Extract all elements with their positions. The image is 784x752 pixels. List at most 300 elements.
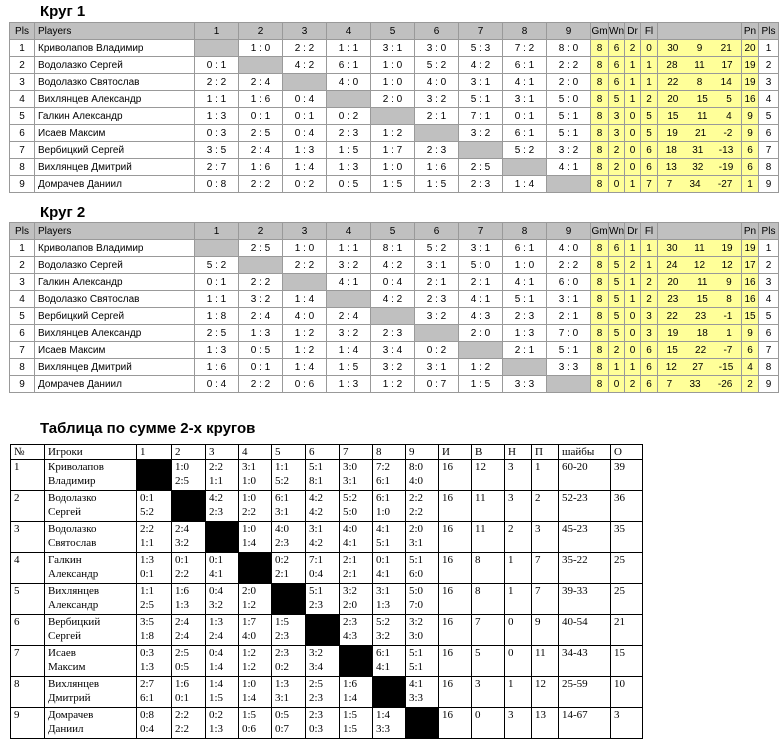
score-round2: 2:3 xyxy=(275,537,290,549)
score-round2: 1:0 xyxy=(376,506,391,518)
goals-cell xyxy=(658,57,742,74)
summary-header-8: 7 xyxy=(340,445,373,460)
self-cell xyxy=(195,40,239,57)
score-round1: 1:0 xyxy=(242,678,257,690)
place-cell: 7 xyxy=(10,142,35,159)
goals-cell xyxy=(658,108,742,125)
score-round2: 5:1 xyxy=(409,661,424,673)
summary-score-cell xyxy=(406,677,439,708)
score-round1: 6:1 xyxy=(275,492,290,504)
score-cell: 0 : 2 xyxy=(327,108,371,125)
losses-cell: 0 xyxy=(641,40,658,57)
place-right-cell: 9 xyxy=(759,176,779,193)
score-round2: 4:0 xyxy=(242,630,257,642)
games-cell: 8 xyxy=(591,376,609,393)
score-cell: 3 : 1 xyxy=(371,40,415,57)
score-round1: 4:0 xyxy=(275,523,290,535)
score-round1: 7:1 xyxy=(309,554,324,566)
score-round1: 2:5 xyxy=(309,678,324,690)
summary-score-cell xyxy=(373,615,406,646)
summary-header-3: 2 xyxy=(172,445,206,460)
score-round2: 0:1 xyxy=(175,692,190,704)
points-cell: 15 xyxy=(742,308,759,325)
summary-score-cell xyxy=(406,646,439,677)
score-cell: 4 : 2 xyxy=(283,57,327,74)
table-row xyxy=(10,376,779,393)
place-right-cell: 2 xyxy=(759,57,779,74)
goals-stats xyxy=(658,377,741,392)
summary-score-cell xyxy=(172,553,206,584)
summary-score-cell xyxy=(239,708,272,739)
goals-cell xyxy=(658,240,742,257)
goals-cell xyxy=(658,376,742,393)
summary-header-16: О xyxy=(611,445,643,460)
score-round1: 0:3 xyxy=(140,647,155,659)
header-col-7: 7 xyxy=(459,223,503,240)
score-cell: 3 : 2 xyxy=(415,308,459,325)
goals-cell xyxy=(658,291,742,308)
goal-diff: -13 xyxy=(718,144,734,156)
draws-cell: 0 xyxy=(625,342,641,359)
score-round1: 2:7 xyxy=(140,678,155,690)
player-second-line: Святослав xyxy=(48,537,97,549)
header-pls-right: Pls xyxy=(759,23,779,40)
table-row xyxy=(10,325,779,342)
table-row xyxy=(10,142,779,159)
goals-cell xyxy=(658,325,742,342)
score-cell: 1 : 0 xyxy=(371,57,415,74)
place-cell: 5 xyxy=(10,108,35,125)
summary-header-9: 8 xyxy=(373,445,406,460)
score-round1: 5:1 xyxy=(309,585,324,597)
score-cell: 3 : 0 xyxy=(415,40,459,57)
header-col-3: 3 xyxy=(283,23,327,40)
score-round2: 0:1 xyxy=(140,568,155,580)
summary-place: 4 xyxy=(11,553,45,584)
summary-losses: 1 xyxy=(532,460,559,491)
goal-diff: -19 xyxy=(718,161,734,173)
player-first-line: Вихлянцев xyxy=(48,585,100,597)
summary-points: 10 xyxy=(611,677,643,708)
score-round2: 6:1 xyxy=(376,475,391,487)
score-round1: 0:5 xyxy=(275,709,290,721)
summary-place: 8 xyxy=(11,677,45,708)
player-name: Вихлянцев Александр xyxy=(35,91,195,108)
score-round2: 2:4 xyxy=(209,630,224,642)
score-round1: 3:0 xyxy=(343,461,358,473)
summary-player xyxy=(45,677,137,708)
summary-place: 7 xyxy=(11,646,45,677)
summary-row xyxy=(11,584,643,615)
points-cell: 20 xyxy=(742,40,759,57)
score-round1: 0:2 xyxy=(209,709,224,721)
goals-against: 11 xyxy=(694,242,705,254)
summary-wins: 5 xyxy=(472,646,505,677)
score-cell: 5 : 1 xyxy=(459,91,503,108)
self-cell xyxy=(547,176,591,193)
summary-title: Таблица по сумме 2-х кругов xyxy=(40,420,256,437)
table-row xyxy=(10,91,779,108)
score-round1: 1:5 xyxy=(242,709,257,721)
summary-score-cell xyxy=(272,491,306,522)
summary-header-4: 3 xyxy=(206,445,239,460)
summary-header-5: 4 xyxy=(239,445,272,460)
player-name: Исаев Максим xyxy=(35,125,195,142)
header-col-5: 5 xyxy=(371,223,415,240)
header-players: Players xyxy=(35,223,195,240)
score-round2: 3:3 xyxy=(409,692,424,704)
table-row xyxy=(10,291,779,308)
points-cell: 6 xyxy=(742,142,759,159)
player-first-line: Водолазко xyxy=(48,492,97,504)
place-cell: 1 xyxy=(10,40,35,57)
place-cell: 8 xyxy=(10,159,35,176)
player-name: Вихлянцев Александр xyxy=(35,325,195,342)
summary-place: 3 xyxy=(11,522,45,553)
points-cell: 19 xyxy=(742,240,759,257)
draws-cell: 0 xyxy=(625,308,641,325)
player-name: Водолазко Сергей xyxy=(35,257,195,274)
score-round2: 1:1 xyxy=(140,537,155,549)
goals-stats xyxy=(658,177,741,192)
summary-place: 6 xyxy=(11,615,45,646)
goal-diff: 21 xyxy=(720,42,732,54)
score-round2: 2:3 xyxy=(309,692,324,704)
summary-place: 9 xyxy=(11,708,45,739)
losses-cell: 1 xyxy=(641,74,658,91)
summary-score-cell xyxy=(306,553,340,584)
score-round1: 2:2 xyxy=(409,492,424,504)
score-round1: 2:3 xyxy=(309,709,324,721)
score-round1: 7:2 xyxy=(376,461,391,473)
score-round2: 2:3 xyxy=(209,506,224,518)
score-cell: 5 : 1 xyxy=(547,108,591,125)
place-right-cell: 7 xyxy=(759,142,779,159)
header-col-6: 6 xyxy=(415,23,459,40)
summary-score-cell xyxy=(172,584,206,615)
games-cell: 8 xyxy=(591,57,609,74)
score-cell: 3 : 2 xyxy=(415,91,459,108)
score-cell: 2 : 3 xyxy=(327,125,371,142)
goals-for: 30 xyxy=(666,242,678,254)
goals-cell xyxy=(658,274,742,291)
self-cell xyxy=(503,359,547,376)
summary-score-cell xyxy=(340,584,373,615)
player-name: Водолазко Святослав xyxy=(35,74,195,91)
score-cell: 2 : 2 xyxy=(239,274,283,291)
score-round2: 2:2 xyxy=(409,506,424,518)
score-cell: 2 : 2 xyxy=(283,40,327,57)
summary-draws: 3 xyxy=(505,491,532,522)
goals-for: 28 xyxy=(666,59,678,71)
table-row xyxy=(10,257,779,274)
summary-score-cell xyxy=(172,522,206,553)
self-cell xyxy=(371,308,415,325)
losses-cell: 3 xyxy=(641,308,658,325)
score-cell: 3 : 3 xyxy=(503,376,547,393)
goals-against: 21 xyxy=(695,127,707,139)
goals-cell xyxy=(658,308,742,325)
score-cell: 2 : 2 xyxy=(239,376,283,393)
score-round1: 1:6 xyxy=(175,585,190,597)
summary-games: 16 xyxy=(439,522,472,553)
header-col-4: 4 xyxy=(327,23,371,40)
summary-score-cell xyxy=(172,646,206,677)
score-round1: 0:1 xyxy=(376,554,391,566)
score-round1: 5:2 xyxy=(343,492,358,504)
draws-cell: 1 xyxy=(625,240,641,257)
games-cell: 8 xyxy=(591,125,609,142)
score-round1: 2:3 xyxy=(275,647,290,659)
score-cell: 1 : 2 xyxy=(283,342,327,359)
score-round1: 4:0 xyxy=(343,523,358,535)
score-cell: 7 : 0 xyxy=(547,325,591,342)
summary-row xyxy=(11,646,643,677)
score-cell: 1 : 5 xyxy=(327,142,371,159)
score-round2: 1:1 xyxy=(209,475,224,487)
summary-row xyxy=(11,491,643,522)
header-wn: Wn xyxy=(609,23,625,40)
summary-games: 16 xyxy=(439,646,472,677)
score-round2: 3:2 xyxy=(209,599,224,611)
score-cell: 2 : 4 xyxy=(239,308,283,325)
score-cell: 2 : 1 xyxy=(503,342,547,359)
score-cell: 7 : 1 xyxy=(459,108,503,125)
header-goals xyxy=(658,223,742,240)
round2-title: Круг 2 xyxy=(40,204,86,221)
summary-player xyxy=(45,553,137,584)
summary-losses: 9 xyxy=(532,615,559,646)
wins-cell: 5 xyxy=(609,91,625,108)
score-round1: 1:4 xyxy=(209,678,224,690)
score-cell: 0 : 1 xyxy=(503,108,547,125)
games-cell: 8 xyxy=(591,257,609,274)
draws-cell: 2 xyxy=(625,257,641,274)
score-round2: 0:7 xyxy=(275,723,290,735)
draws-cell: 0 xyxy=(625,159,641,176)
summary-score-cell xyxy=(137,677,172,708)
score-round2: 3:2 xyxy=(376,630,391,642)
score-round2: 4:1 xyxy=(376,568,391,580)
summary-score-cell xyxy=(406,615,439,646)
summary-score-cell xyxy=(137,615,172,646)
score-cell: 2 : 2 xyxy=(547,57,591,74)
score-cell: 4 : 1 xyxy=(503,274,547,291)
summary-score-cell xyxy=(340,522,373,553)
score-round1: 2:2 xyxy=(140,523,155,535)
score-cell: 1 : 5 xyxy=(415,176,459,193)
summary-goals: 45-23 xyxy=(559,522,611,553)
summary-score-cell xyxy=(306,491,340,522)
draws-cell: 1 xyxy=(625,57,641,74)
summary-points: 35 xyxy=(611,522,643,553)
score-round1: 5:0 xyxy=(409,585,424,597)
goals-for: 30 xyxy=(667,42,679,54)
place-cell: 6 xyxy=(10,125,35,142)
summary-goals: 35-22 xyxy=(559,553,611,584)
score-round2: 3:1 xyxy=(409,537,424,549)
score-cell: 3 : 1 xyxy=(415,257,459,274)
player-second-line: Даниил xyxy=(48,723,84,735)
score-cell: 2 : 3 xyxy=(459,176,503,193)
score-round1: 1:4 xyxy=(376,709,391,721)
score-cell: 2 : 2 xyxy=(547,257,591,274)
score-cell: 1 : 6 xyxy=(195,359,239,376)
summary-goals: 52-23 xyxy=(559,491,611,522)
player-name: Водолазко Святослав xyxy=(35,291,195,308)
score-round1: 1:1 xyxy=(275,461,290,473)
score-cell: 1 : 0 xyxy=(371,74,415,91)
player-first-line: Вихлянцев xyxy=(48,678,100,690)
header-row xyxy=(10,23,779,40)
player-first-line: Исаев xyxy=(48,647,76,659)
header-col-8: 8 xyxy=(503,23,547,40)
score-cell: 5 : 0 xyxy=(459,257,503,274)
header-pls: Pls xyxy=(10,23,35,40)
score-round1: 1:6 xyxy=(175,678,190,690)
goal-diff: -2 xyxy=(723,127,733,139)
score-cell: 1 : 6 xyxy=(239,159,283,176)
losses-cell: 6 xyxy=(641,359,658,376)
goals-for: 22 xyxy=(666,310,678,322)
score-cell: 2 : 4 xyxy=(239,74,283,91)
summary-table xyxy=(10,444,643,739)
score-round1: 1:1 xyxy=(140,585,155,597)
score-cell: 1 : 7 xyxy=(371,142,415,159)
self-cell xyxy=(415,325,459,342)
goal-diff: -7 xyxy=(723,344,733,356)
score-round2: 5:0 xyxy=(343,506,358,518)
score-cell: 3 : 1 xyxy=(503,91,547,108)
losses-cell: 2 xyxy=(641,91,658,108)
header-col-5: 5 xyxy=(371,23,415,40)
summary-points: 25 xyxy=(611,553,643,584)
points-cell: 16 xyxy=(742,91,759,108)
score-cell: 4 : 1 xyxy=(547,159,591,176)
goals-for: 7 xyxy=(666,378,673,390)
score-round1: 2:5 xyxy=(175,647,190,659)
header-col-9: 9 xyxy=(547,23,591,40)
summary-goals: 60-20 xyxy=(559,460,611,491)
goals-for: 13 xyxy=(665,161,677,173)
summary-header-10: 9 xyxy=(406,445,439,460)
wins-cell: 2 xyxy=(609,342,625,359)
summary-score-cell xyxy=(206,460,239,491)
summary-row xyxy=(11,553,643,584)
games-cell: 8 xyxy=(591,176,609,193)
self-cell xyxy=(239,257,283,274)
place-cell: 7 xyxy=(10,342,35,359)
summary-goals: 34-43 xyxy=(559,646,611,677)
header-row xyxy=(10,223,779,240)
score-round1: 5:2 xyxy=(376,616,391,628)
summary-header-12: В xyxy=(472,445,505,460)
summary-score-cell xyxy=(239,677,272,708)
wins-cell: 1 xyxy=(609,359,625,376)
score-cell: 1 : 6 xyxy=(415,159,459,176)
summary-player xyxy=(45,522,137,553)
points-cell: 6 xyxy=(742,342,759,359)
place-right-cell: 5 xyxy=(759,308,779,325)
games-cell: 8 xyxy=(591,142,609,159)
score-cell: 2 : 1 xyxy=(415,108,459,125)
goals-for: 19 xyxy=(667,327,679,339)
draws-cell: 1 xyxy=(625,291,641,308)
score-cell: 0 : 1 xyxy=(239,108,283,125)
score-round2: 3:4 xyxy=(309,661,324,673)
goals-cell xyxy=(658,40,742,57)
summary-wins: 8 xyxy=(472,553,505,584)
draws-cell: 2 xyxy=(625,376,641,393)
score-cell: 0 : 5 xyxy=(239,342,283,359)
table-row xyxy=(10,108,779,125)
header-col-6: 6 xyxy=(415,223,459,240)
goals-cell xyxy=(658,142,742,159)
player-name: Домрачев Даниил xyxy=(35,176,195,193)
header-col-1: 1 xyxy=(195,223,239,240)
summary-goals: 14-67 xyxy=(559,708,611,739)
goal-diff: 19 xyxy=(721,242,733,254)
summary-games: 16 xyxy=(439,491,472,522)
score-round2: 4:2 xyxy=(309,506,324,518)
summary-header-14: П xyxy=(532,445,559,460)
score-round1: 3:5 xyxy=(140,616,155,628)
table-row xyxy=(10,359,779,376)
summary-wins: 11 xyxy=(472,522,505,553)
goals-against: 27 xyxy=(692,361,704,373)
self-cell xyxy=(371,108,415,125)
losses-cell: 6 xyxy=(641,342,658,359)
place-cell: 4 xyxy=(10,91,35,108)
summary-score-cell xyxy=(406,553,439,584)
goals-against: 9 xyxy=(696,42,703,54)
score-round2: 1:4 xyxy=(242,692,257,704)
score-cell: 1 : 0 xyxy=(371,159,415,176)
score-cell: 5 : 1 xyxy=(547,342,591,359)
score-cell: 2 : 7 xyxy=(195,159,239,176)
self-cell xyxy=(340,646,373,677)
place-cell: 3 xyxy=(10,74,35,91)
header-col-4: 4 xyxy=(327,223,371,240)
place-cell: 3 xyxy=(10,274,35,291)
goals-for: 22 xyxy=(667,76,679,88)
summary-games: 16 xyxy=(439,584,472,615)
summary-score-cell xyxy=(272,708,306,739)
goals-cell xyxy=(658,257,742,274)
losses-cell: 5 xyxy=(641,125,658,142)
score-round2: 4:0 xyxy=(409,475,424,487)
wins-cell: 5 xyxy=(609,291,625,308)
self-cell xyxy=(406,708,439,739)
score-round2: 1:4 xyxy=(242,537,257,549)
score-cell: 1 : 4 xyxy=(327,342,371,359)
score-round1: 1:0 xyxy=(175,461,190,473)
place-right-cell: 3 xyxy=(759,74,779,91)
place-right-cell: 8 xyxy=(759,359,779,376)
score-round2: 0:3 xyxy=(309,723,324,735)
header-players: Players xyxy=(35,23,195,40)
score-cell: 2 : 3 xyxy=(415,142,459,159)
score-cell: 4 : 2 xyxy=(371,291,415,308)
summary-score-cell xyxy=(373,646,406,677)
summary-points: 3 xyxy=(611,708,643,739)
place-cell: 9 xyxy=(10,176,35,193)
goals-against: 32 xyxy=(692,161,704,173)
score-cell: 0 : 5 xyxy=(327,176,371,193)
games-cell: 8 xyxy=(591,359,609,376)
score-cell: 5 : 2 xyxy=(503,142,547,159)
score-round1: 6:1 xyxy=(376,492,391,504)
